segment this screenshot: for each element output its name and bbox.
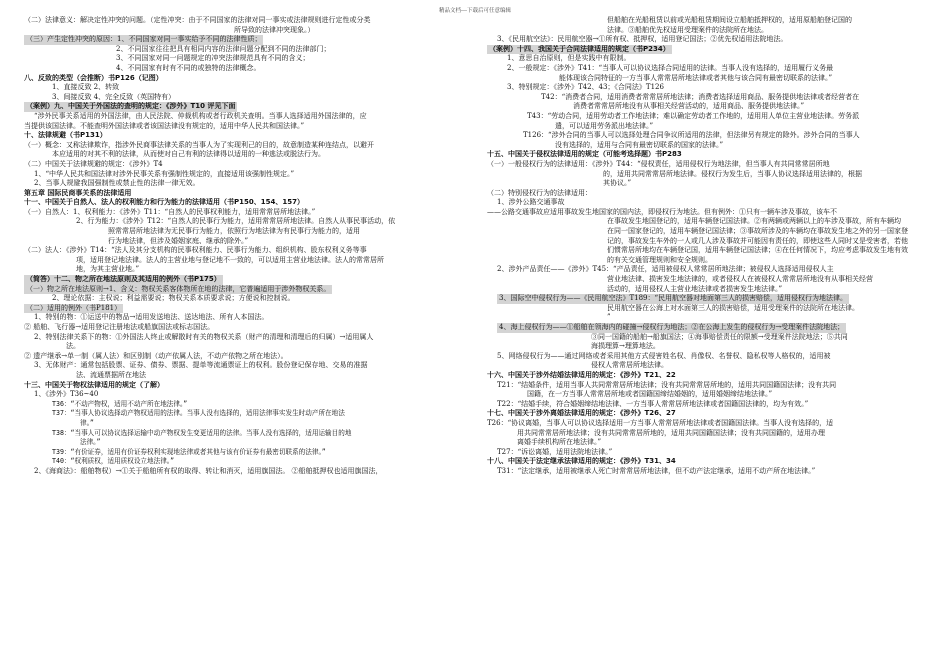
right-column-line: 十七、中国关于涉外离婚法律适用的规定：《涉外》T26、27: [487, 409, 676, 418]
right-column-line: T43：“劳动合同，适用劳动者工作地法律；难以确定劳动者工作地的，适用用人单位主营业地法律。劳务派: [527, 111, 860, 120]
left-column-line: （案例）九、中国关于外国法的查明的规定：《涉外》T10 评见下面: [26, 102, 236, 111]
right-column-line: 4、海上侵权行为——①船舶在领海内的碰撞→侵权行为地法；②在公海上发生的侵权行为→受理案件法院地法；: [499, 323, 845, 331]
left-column-line: 2、《海商法》：船舶物权）→①关于船舶所有权的取得、转让和消灭，适用旗国法。 ②船舶抵押权也适用旗国法，: [34, 466, 383, 475]
left-column-line: 项，适用登记地法律。法人的主营业地与登记地不一致的，可以适用主营业地法律。法人的常常居所: [76, 255, 384, 264]
left-column-line: （一）物之所在地法原则→1、含义：物权关系客体物所在地的法律，它普遍适用于涉外物权关系。: [26, 284, 331, 293]
right-column-line: 的有关交通管理规则和安全规则。: [607, 255, 712, 264]
right-column-line: 消费者常常居所地没有从事相关经营活动的，适用商品、服务提供地法律。”: [573, 102, 805, 111]
right-column-line: T31：“法定继承，适用被继承人死亡时常常居所地法律，但不动产法定继承，适用不动产所在地法律。”: [497, 466, 816, 475]
left-column-line: T39：“有价证券，适用有价证券权利实现地法律或者其他与该有价证券有最密切联系的法律。”: [52, 447, 326, 456]
right-column-line: 民用航空器在公海上对水面第三人的损害赔偿，适用受理案件的法院所在地法律。: [607, 303, 859, 312]
right-column-line: 国籍，在一方当事人常常居所地或者国籍国缔结婚姻的，适用婚姻缔结地法律。”: [527, 390, 773, 399]
right-column-line: 记的，事故发生车外的一人或几人涉及事故并可能因有责任的，即使这些人同时又是受害者，若他: [607, 236, 908, 245]
left-column-line: 法、流通票据所在地法: [76, 370, 146, 379]
right-column-line: 3、特别规定：《涉外》T42、43；《合同法》T126: [507, 83, 664, 92]
left-column-line: 十、法律规避（书P131）: [24, 131, 107, 140]
left-column-line: 2、当事人规避我国强制性或禁止性的法律一律无效。: [34, 179, 200, 188]
right-column-line: ——公路交通事故应适用事故发生地国家的国内法，即侵权行为地法。但有例外：①只有一辆车涉及事故，该车不: [487, 207, 837, 216]
right-column-line: 2、一般规定：《涉外》T41：“当事人可以协议选择合同适用的法律。当事人没有选择的，适用履行义务最: [507, 63, 834, 72]
right-column-line: 的，适用共同常常居所地法律。侵权行为发生后，当事人协议选择适用法律的，根据: [603, 169, 862, 178]
left-column-line: T38：“当事人可以协议选择运输中动产物权发生变更适用的法律。当事人没有选择的，适用运输目的地: [52, 428, 352, 437]
left-column-line: 十一、中国关于自然人、法人的权利能力和行为能力的法律适用（书P150、154、157）: [24, 198, 304, 207]
right-column-line: 5、网络侵权行为——通过网络或者采用其他方式侵害姓名权、肖像权、名誉权、隐私权等人格权的，适用被: [497, 351, 831, 360]
left-column-line: 3、无体财产：通常包括股票、证券、债券、票据、提单等流通票证上的权利。股份登记保存地、交易的准据: [34, 361, 368, 370]
right-column-line: 2、涉外产品责任——《涉外》T45：“产品责任，适用被侵权人常常居所地法律；被侵权人选择适用侵权人主: [497, 265, 834, 274]
left-column-line: T40：“权利质权，适用质权设立地法律。”: [52, 457, 175, 466]
right-column: [487, 16, 930, 477]
left-column-line: 1、特别的物：①运送中的物品→适用发送地法、送达地法、所有人本国法。: [34, 313, 269, 322]
right-column-line: 能体现该合同特征的一方当事人常常居所地法律或者其他与该合同有最密切联系的法律。”: [559, 73, 833, 82]
right-column-line: ”: [607, 313, 611, 322]
right-column-line: T22：“结婚手续，符合婚姻缔结地法律、一方当事人常常居所地法律或者国籍国法律的，均为有效。”: [497, 399, 809, 408]
left-column-line: （三）产生定性冲突的原因：1、不同国家对同一事实给予不同的法律性质；: [26, 35, 262, 44]
left-column-line: “涉外民事关系适用的外国法律，由人民法院、仲裁机构或者行政机关查明。当事人选择适用外国法律的，应: [34, 111, 367, 120]
left-column-line: 法律。”: [80, 438, 101, 447]
right-column-line: 没有选择的，适用与合同有最密切联系的国家的法律。”: [555, 140, 724, 149]
left-column-line: 3、间接反致 4、完全反致（英国特有）: [52, 92, 176, 101]
left-column-line: 八、反致的类型（会推断）书P126（记图）: [24, 73, 163, 82]
left-column-line: 4、不同国家有时有不同的或独特的法律概念。: [116, 63, 261, 72]
left-column-line: 第五章 国际民商事关系的法律适用: [24, 188, 132, 197]
left-column-line: 2、特别法律关系下的物：①外国法人终止或解散时有关的物权关系（财产的清理和清理后的归属）→适用属人: [34, 332, 374, 341]
right-column-line: T126：“涉外合同的当事人可以选择处理合同争议所适用的法律，但法律另有规定的除外。涉外合同的当事人: [523, 131, 860, 140]
left-column-line: 2、行为能力：《涉外》T12：“自然人的民事行为能力，适用常常居所地法律。自然人从事民事活动，依: [76, 217, 396, 226]
right-column-line: 其协议。”: [603, 179, 632, 188]
right-column-line: 在同一国家登记的，适用车辆登记国法律；③事故所涉及的车辆均在事故发生地之外的另一国家登: [607, 227, 908, 236]
left-column-line: （一）概念：又称法律欺诈，指涉外民商事法律关系的当事人为了实现利己的目的，故意制造某种连结点，以避开: [24, 140, 374, 149]
left-column: [24, 16, 468, 477]
right-column-line: 离婚手续机构所在地法律。”: [517, 438, 602, 447]
left-column-line: 地，为其主营业地。”: [76, 265, 140, 274]
right-column-line: 3、国际空中侵权行为——《民用航空法》T189：“民用航空器对地面第三人的损害赔偿，适用侵权行为地法律。: [499, 294, 848, 303]
left-column-line: （二）法律意义：解决定性冲突的问题。（定性冲突：由于不同国家的法律对同一事实或法律规则进行定性或分类: [24, 16, 371, 24]
left-column-line: 2、不同国家往往把具有相同内容的法律问题分配到不同的法律部门；: [116, 44, 331, 53]
left-column-line: （一）自然人：1、权利能力：《涉外》T11：“自然人的民事权利能力，适用常常居所地法律。”: [24, 207, 316, 216]
left-column-line: 当提供该国法律。不能查明外国法律或者该国法律没有规定的，适用中华人民共和国法律。”: [24, 121, 305, 130]
left-column-line: ② 遗产继承→单一制（属人法）和区别制（动产依属人法，不动产依物之所在地法）。: [24, 351, 288, 360]
right-column-line: 1、意思自治原则，但是实践中有限制。: [507, 54, 631, 63]
right-column-line: 活动的，适用侵权人主营业地法律或者损害发生地法律。”: [607, 284, 783, 293]
left-column-line: （简答）十二、物之所在地法原则及其适用的例外（书P175）: [26, 275, 221, 284]
left-column-line: 1、“中华人民共和国法律对涉外民事关系有强制性规定的，直接适用该强制性规定。”: [34, 169, 295, 178]
right-column-line: 营业地法律、损害发生地法律的，或者侵权人在被侵权人常常居所地没有从事相关经营: [607, 275, 873, 284]
left-column-line: 3、不同国家对同一问题规定的冲突法律规范具有不同的含义；: [116, 54, 310, 63]
right-column-line: 但船舶在光船租赁以前或光船租赁期间设立船舶抵押权的，适用原船舶登记国的: [607, 16, 852, 24]
right-column-line: （一）一般侵权行为的法律适用：《涉外》T44：“侵权责任，适用侵权行为地法律，但当事人有共同常常居所地: [487, 159, 830, 168]
right-column-line: 十八、中国关于法定继承法律适用的规定：《涉外》T31、34: [487, 457, 676, 466]
left-column-line: T37：“当事人协议选择动产物权适用的法律。当事人没有选择的，适用法律事实发生时动产所在地法: [52, 409, 345, 418]
right-column-line: T26：“协议离婚，当事人可以协议选择适用一方当事人常常居所地法律或者国籍国法律。当事人没有选择的，适: [487, 418, 834, 427]
right-column-line: 3、《民用航空法》：民用航空器→①所有权、抵押权，适用登记国法；②优先权适用法院地法。: [497, 35, 788, 44]
page-header: 精品文档---下载后可任意编辑: [439, 8, 511, 14]
left-column-line: 2、理论依据：主权说；利益需要说；物权关系本质要求说；方便说和控制说。: [52, 294, 295, 303]
right-column-line: 侵权人常常居所地法律。: [591, 361, 668, 370]
left-column-line: 律。”: [80, 418, 94, 427]
right-column-line: 法律。③船舶优先权适用受理案件的法院所在地法。: [607, 25, 768, 34]
left-column-line: T36：“不动产物权，适用不动产所在地法律。”: [52, 399, 188, 408]
left-column-line: 十三、中国关于物权法律适用的规定（了解）: [24, 380, 164, 389]
left-column-line: （二）适用的例外（书P181）: [26, 303, 122, 312]
right-column-line: T42：“消费者合同，适用消费者常常居所地法律；消费者选择适用商品、服务提供地法律或者经营者在: [541, 92, 860, 101]
left-column-line: 1、直接反致 2、转致: [52, 83, 120, 92]
right-column-line: 用共同常常居所地法律；没有共同常常居所地的，适用共同国籍国法律；没有共同国籍的，适用办理: [517, 428, 825, 437]
right-column-line: 们惯常居所地均在车辆登记国，适用车辆登记国法律；④在任何情况下，均应考虑事故发生地有效: [607, 246, 908, 255]
right-column-line: T21：“结婚条件，适用当事人共同常常居所地法律；没有共同常常居所地的，适用共同国籍国法律；没有共同: [497, 380, 837, 389]
left-column-line: 本应适用的对其不利的法律，从而使对自己有利的法律得以适用的一种逃法或脱法行为。: [52, 150, 325, 159]
right-column-line: （二）特别侵权行为的法律适用：: [487, 188, 592, 197]
left-column-line: 照常常居所地法律为无民事行为能力，依照行为地法律为有民事行为能力的，适用: [108, 227, 360, 236]
left-column-line: 行为地法律，但涉及婚姻家庭、继承的除外。”: [108, 236, 249, 245]
right-column-line: 海损理算→理算地法。: [591, 342, 660, 351]
right-column-line: ③同一国籍的船舶→船旗国法；④海事赔偿责任的限额→受理案件法院地法；⑤共同: [591, 332, 848, 341]
left-column-line: 1、《涉外》T36~40: [34, 390, 99, 399]
left-column-line: 所导致的法律冲突现象。）: [234, 25, 315, 34]
right-column-line: 十六、中国关于涉外结婚法律适用的规定：《涉外》T21、22: [487, 370, 676, 379]
left-column-line: （二）法人：《涉外》T14：“法人及其分支机构的民事权利能力、民事行为能力、组织机构、股东权利义务等事: [24, 246, 367, 255]
right-column-line: T27：“诉讼离婚，适用法院地法律。”: [497, 447, 613, 456]
right-column-line: 十五、中国关于侵权法律适用的规定（可能考选择题）书P283: [487, 150, 682, 159]
right-column-line: 遣，可以适用劳务派出地法律。”: [555, 121, 654, 130]
left-column-line: （二）中国关于法律规避的规定：《涉外》T4: [24, 159, 163, 168]
right-column-line: 1、涉外公路交通事故: [497, 198, 565, 207]
right-column-line: 在事故发生地国登记的，适用车辆登记国法律。②有两辆或两辆以上的车涉及事故，所有车辆均: [607, 217, 901, 226]
left-column-line: 法。: [66, 342, 80, 351]
left-column-line: ② 船舶、飞行器→适用登记注册地法或船旗国法或标志国法。: [24, 323, 215, 331]
right-column-line: （案例）十四、我国关于合同法律适用的规定（书P234）: [489, 44, 670, 53]
